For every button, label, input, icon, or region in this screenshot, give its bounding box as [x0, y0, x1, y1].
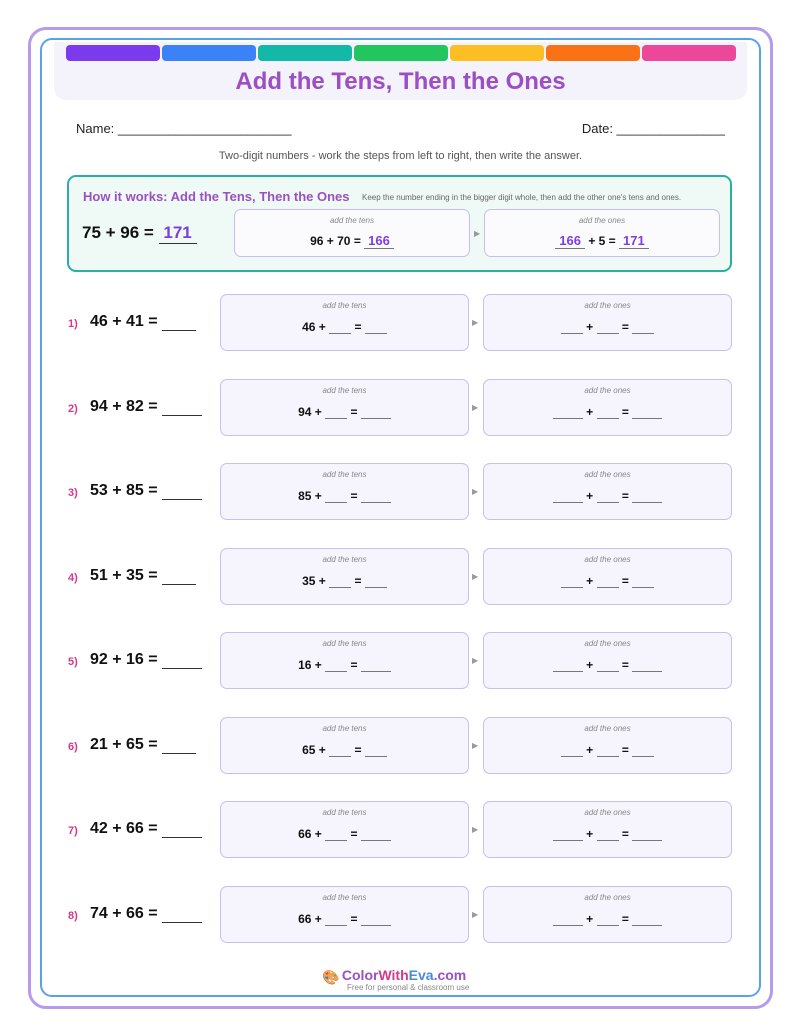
problem-equation [90, 736, 196, 754]
tens-blank[interactable] [325, 914, 347, 926]
ones-blank[interactable] [597, 491, 619, 503]
tens-step-label: add the tens [322, 385, 367, 395]
tens-step-label: add the tens [322, 808, 367, 817]
ones-start-blank[interactable] [553, 491, 583, 503]
equals-sign: = [621, 742, 629, 757]
answer-blank[interactable] [162, 486, 202, 500]
problem-number: 6) [68, 740, 78, 753]
ones-step-box [483, 379, 732, 436]
example-tens-prefix: 96 + 70 = [310, 234, 361, 248]
palette-icon: 🎨 [322, 969, 340, 985]
ones-blank[interactable] [597, 829, 619, 841]
tens-step-box [220, 294, 469, 351]
equals-sign: = [621, 404, 629, 419]
problem-equation [90, 482, 202, 500]
plus-sign: + [586, 489, 594, 503]
example-ones-start: 166 [555, 233, 585, 249]
ones-blank[interactable] [597, 322, 619, 334]
answer-blank[interactable] [162, 655, 202, 669]
tens-step-box [220, 632, 469, 689]
tens-step-box [220, 463, 469, 520]
answer-blank[interactable] [162, 740, 196, 754]
example-box [67, 175, 732, 272]
example-tens-label: add the tens [329, 216, 375, 225]
equals-sign: = [621, 658, 629, 672]
ones-result-blank[interactable] [632, 407, 662, 419]
problem-number: 5) [68, 656, 78, 668]
tens-step-equation [221, 574, 468, 588]
answer-blank[interactable] [162, 909, 202, 923]
problem-equation-text: 74 + 66 = [90, 904, 158, 922]
color-strip-segment [258, 45, 352, 61]
problem-equation-text: 21 + 65 = [90, 735, 158, 753]
ones-step-label: add the ones [584, 892, 631, 902]
problem-row [68, 717, 733, 775]
tens-step-equation [221, 743, 468, 757]
arrow-icon: ▶ [472, 402, 479, 412]
tens-step-equation [221, 489, 468, 503]
ones-blank[interactable] [597, 914, 619, 926]
tens-step-box [220, 379, 469, 436]
ones-result-blank[interactable] [632, 914, 662, 926]
equals-sign: = [350, 658, 358, 672]
ones-step-label: add the ones [584, 808, 631, 817]
tens-base: 16 + [298, 658, 322, 672]
equals-sign: = [354, 573, 362, 588]
problem-number: 8) [68, 909, 78, 922]
tens-step-label: add the tens [322, 301, 367, 310]
ones-step-equation [484, 912, 731, 926]
tens-step-box [220, 548, 469, 605]
ones-step-equation [484, 827, 731, 841]
problem-row [68, 463, 733, 521]
ones-step-label: add the ones [584, 301, 631, 310]
tens-base: 46 + [302, 320, 326, 334]
arrow-icon: ▶ [472, 825, 479, 834]
problem-equation-text: 46 + 41 = [90, 313, 158, 330]
tens-result-blank[interactable] [361, 660, 391, 672]
equals-sign: = [354, 742, 362, 757]
arrow-icon: ▶ [474, 229, 481, 238]
ones-step-box [483, 801, 732, 858]
ones-start-blank[interactable] [561, 322, 583, 334]
arrow-icon: ▶ [472, 487, 479, 496]
example-title: How it works: Add the Tens, Then the Ones [83, 189, 350, 204]
ones-step-equation [484, 320, 731, 334]
tens-step-box [220, 717, 469, 774]
equals-sign: = [350, 827, 358, 841]
example-note: Keep the number ending in the bigger digit whole, then add the other one's tens and ones. [362, 193, 682, 202]
arrow-icon: ▶ [472, 740, 479, 750]
tens-step-label: add the tens [322, 723, 367, 733]
tens-base: 66 + [298, 827, 322, 841]
ones-step-equation [484, 405, 731, 419]
arrow-icon: ▶ [472, 909, 479, 919]
brand-with: With [378, 967, 409, 983]
problem-equation-text: 51 + 35 = [90, 566, 158, 584]
problem-number: 1) [68, 318, 78, 330]
problem-equation [90, 313, 196, 331]
problem-equation [90, 567, 196, 585]
example-ones-box [484, 209, 720, 257]
ones-step-box [483, 548, 732, 605]
tens-blank[interactable] [325, 491, 347, 503]
footer-subtitle: Free for personal & classroom use [347, 983, 470, 992]
problem-row [68, 886, 733, 944]
ones-result-blank[interactable] [632, 745, 654, 757]
brand-eva: Eva [408, 967, 434, 983]
ones-result-blank[interactable] [632, 829, 662, 841]
tens-result-blank[interactable] [365, 576, 387, 588]
problem-row [68, 548, 733, 606]
arrow-icon: ▶ [472, 656, 479, 665]
tens-result-blank[interactable] [365, 322, 387, 334]
tens-base: 66 + [298, 911, 322, 926]
tens-blank[interactable] [329, 745, 351, 757]
plus-sign: + [586, 658, 594, 672]
ones-blank[interactable] [597, 745, 619, 757]
problem-row [68, 294, 733, 352]
problem-row [68, 379, 733, 437]
problem-row [68, 632, 733, 690]
ones-step-label: add the ones [584, 723, 631, 733]
problem-equation [90, 398, 202, 416]
answer-blank[interactable] [162, 571, 196, 585]
instructions: Two-digit numbers - work the steps from left to right, then write the answer. [218, 150, 583, 162]
brand-color: Color [341, 967, 379, 983]
ones-step-label: add the ones [584, 639, 631, 648]
color-strip-segment [450, 45, 544, 61]
example-ones-label: add the ones [578, 216, 626, 225]
ones-step-equation [484, 658, 731, 672]
tens-base: 94 + [298, 404, 322, 419]
tens-step-equation [221, 912, 468, 926]
arrow-icon: ▶ [472, 318, 479, 327]
ones-step-equation [484, 743, 731, 757]
tens-step-box [220, 801, 469, 858]
equals-sign: = [354, 320, 362, 334]
plus-sign: + [586, 827, 594, 841]
example-ones-mid: + 5 = [588, 234, 616, 248]
ones-step-label: add the ones [584, 554, 631, 564]
example-answer: 171 [159, 223, 197, 244]
ones-start-blank[interactable] [553, 914, 583, 926]
name-field[interactable]: Name: ________________________ [76, 121, 292, 136]
problem-number: 4) [68, 571, 78, 584]
tens-blank[interactable] [325, 660, 347, 672]
ones-start-blank[interactable] [553, 407, 583, 419]
ones-start-blank[interactable] [553, 660, 583, 672]
ones-blank[interactable] [597, 576, 619, 588]
color-strip-segment [162, 45, 256, 61]
tens-step-equation [221, 658, 468, 672]
equals-sign: = [350, 489, 358, 503]
equals-sign: = [621, 911, 629, 926]
plus-sign: + [586, 911, 594, 926]
problem-equation-text: 53 + 85 = [90, 482, 158, 499]
problem-row [68, 801, 733, 859]
ones-blank[interactable] [597, 660, 619, 672]
ones-start-blank[interactable] [553, 829, 583, 841]
equals-sign: = [621, 573, 629, 588]
tens-step-label: add the tens [322, 892, 367, 902]
problem-number: 7) [68, 825, 78, 837]
example-equation-text: 75 + 96 = [82, 223, 154, 242]
ones-step-box [483, 886, 732, 943]
problem-equation [90, 651, 202, 669]
ones-step-label: add the ones [584, 385, 631, 395]
ones-result-blank[interactable] [632, 491, 662, 503]
example-ones-equation [485, 233, 719, 249]
date-field[interactable]: Date: _______________ [581, 121, 725, 136]
example-tens-box [234, 209, 470, 257]
ones-start-blank[interactable] [561, 576, 583, 588]
problem-equation-text: 94 + 82 = [90, 397, 158, 415]
ones-blank[interactable] [597, 407, 619, 419]
ones-step-box [483, 463, 732, 520]
tens-blank[interactable] [329, 322, 351, 334]
tens-blank[interactable] [329, 576, 351, 588]
tens-step-equation [221, 320, 468, 334]
ones-start-blank[interactable] [561, 745, 583, 757]
ones-step-label: add the ones [584, 470, 631, 479]
color-strip-segment [354, 45, 448, 61]
brand-domain: .com [433, 967, 467, 983]
tens-step-equation [221, 405, 468, 419]
answer-blank[interactable] [162, 402, 202, 416]
example-tens-equation [235, 233, 469, 249]
ones-result-blank[interactable] [632, 322, 654, 334]
color-strip-segment [66, 45, 160, 61]
tens-result-blank[interactable] [365, 745, 387, 757]
tens-step-box [220, 886, 469, 943]
ones-step-box [483, 717, 732, 774]
ones-step-box [483, 294, 732, 351]
answer-blank[interactable] [162, 317, 196, 331]
problem-equation-text: 42 + 66 = [90, 820, 158, 837]
equals-sign: = [350, 911, 358, 926]
tens-base: 35 + [302, 573, 326, 588]
plus-sign: + [586, 573, 594, 588]
ones-step-equation [484, 489, 731, 503]
tens-result-blank[interactable] [361, 914, 391, 926]
ones-result-blank[interactable] [632, 576, 654, 588]
tens-result-blank[interactable] [361, 491, 391, 503]
plus-sign: + [586, 320, 594, 334]
color-strip-segment [546, 45, 640, 61]
tens-step-label: add the tens [322, 554, 367, 564]
tens-result-blank[interactable] [361, 407, 391, 419]
equals-sign: = [621, 489, 629, 503]
tens-base: 85 + [298, 489, 322, 503]
problem-equation [90, 905, 202, 923]
tens-step-label: add the tens [322, 639, 367, 648]
tens-blank[interactable] [325, 829, 347, 841]
equals-sign: = [621, 827, 629, 841]
tens-result-blank[interactable] [361, 829, 391, 841]
example-tens-result: 166 [364, 233, 394, 249]
tens-step-label: add the tens [322, 470, 367, 479]
equals-sign: = [350, 404, 358, 419]
plus-sign: + [586, 404, 594, 419]
problem-number: 3) [68, 487, 78, 499]
arrow-icon: ▶ [472, 571, 479, 581]
color-strip [66, 45, 736, 61]
tens-blank[interactable] [325, 407, 347, 419]
answer-blank[interactable] [162, 824, 202, 838]
example-equation [82, 223, 197, 244]
equals-sign: = [621, 320, 629, 334]
problem-equation [90, 820, 202, 838]
page-title: Add the Tens, Then the Ones [235, 68, 566, 95]
problem-equation-text: 92 + 16 = [90, 651, 158, 668]
tens-base: 65 + [302, 742, 326, 757]
problem-number: 2) [68, 402, 78, 415]
color-strip-segment [642, 45, 736, 61]
ones-result-blank[interactable] [632, 660, 662, 672]
ones-step-equation [484, 574, 731, 588]
plus-sign: + [586, 742, 594, 757]
tens-step-equation [221, 827, 468, 841]
example-ones-result: 171 [619, 233, 649, 249]
ones-step-box [483, 632, 732, 689]
